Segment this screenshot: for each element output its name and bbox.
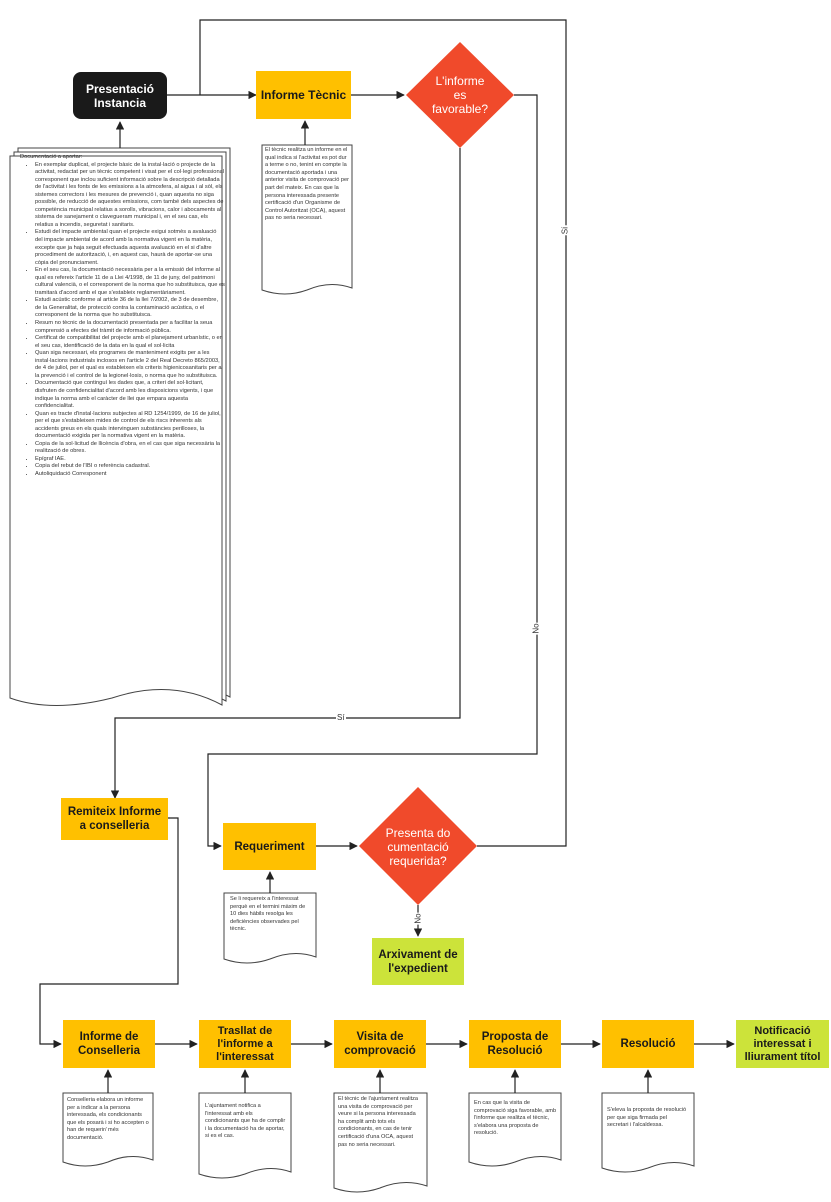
node-presenta-label[interactable]: Presenta documentació requerida? bbox=[385, 826, 451, 868]
document-item: • Quan siga necessari, els programes de manteniment exigits per a les instal·lacions industrials inclosos en l'article 2 del Real Decreto 865/2003, de 4 de juliol, per el qual es estableixen els criteris higienicosanitaris per a la prevenció i el control de la legionel·losis, o norma que ho substituisca. bbox=[35, 350, 225, 380]
document-item: • En exemplar duplicat, el projecte bàsic de la instal·lació o projecte de la activitat, redactat per un tècnic competent i visat per el col·legi professional corresponent que inclou suficient informació sobre la descripció detallada de l'activitat i les fonts de les emissions a la atmosfera, al aigua i al sòl, els sistemes correctors i les mesures de prevenció i, quan aquesta no siga possible, de reducció de aquestes emissions, com també dels aspectes de competència municipal relatius a sorolls, vibracions, calor i abocaments al sistema de sanejament o clavegueram municipal i, en el seu cas, els relatius a incendis, seguretat i sanitaris. bbox=[35, 162, 225, 230]
document-item: • Certificat de compatibilitat del projecte amb el planejament urbanístic, o en el seu cas, identificació de la data en la qual el sol·licita bbox=[35, 335, 225, 350]
document-item: • Estudi acústic conforme al article 36 de la llei 7/2002, de 3 de desembre, de la Generalitat, de protecció contra la contaminació acústica, o el corresponent de la norma que ho substituisca. bbox=[35, 297, 225, 320]
node-proposta[interactable]: Proposta de Resolució bbox=[469, 1020, 561, 1068]
edge-label-si-bottom: Sí bbox=[337, 713, 345, 722]
node-requeriment[interactable]: Requeriment bbox=[223, 823, 316, 870]
node-informe-tecnic[interactable]: Informe Tècnic bbox=[256, 71, 351, 119]
document-item: • Autoliquidació Corresponent bbox=[35, 471, 225, 479]
documents-heading: Documentació a aportar: bbox=[20, 154, 83, 160]
document-item: • Resum no tècnic de la documentació presentada per a facilitar la seua comprensió a efectes del tràmit de informació pública. bbox=[35, 320, 225, 335]
document-item: • Copia del rebut de l'IBI o referència cadastral. bbox=[35, 463, 225, 471]
note-proposta: En cas que la visita de comprovació siga favorable, amb l'informe que realitza el tècnic, s'elabora una proposta de resolució. bbox=[474, 1100, 557, 1137]
node-presentacio[interactable]: Presentació Instancia bbox=[73, 72, 167, 119]
node-notificacio[interactable]: Notificació interessat i lliurament títol bbox=[736, 1020, 829, 1068]
document-item: • Copia de la sol·licitud de llicència d'obra, en el cas que siga necessària la realització de obres. bbox=[35, 441, 225, 456]
note-visita: El tècnic de l'ajuntament realitza una visita de comprovació per veure si la persona interessada ha complit amb tots els condicionants, en cas de tenir certificació d'una OCA, aquest pas no seria necessari. bbox=[338, 1096, 419, 1148]
note-trasllat: L'ajuntament notifica a l'interessat amb els condicionants que ha de complir i la documentació ha de aportar, si es el cas. bbox=[205, 1103, 286, 1140]
note-tecnic: El tècnic realitza un informe en el qual indica si l'activitat es pot dur a terme o no, tenint en compte la documentació aportada i una anterior visita de comprovació per part del mateix. En cas que la persona interessada presente certificació d'un Organisme de Control Autoritzat (OCA), aquest pas no seria necessari. bbox=[265, 147, 349, 222]
note-resolucio: S'eleva la proposta de resolució per que siga firmada pel secretari i l'alcaldessa. bbox=[607, 1107, 687, 1129]
note-requeriment: Se li requereix a l'interessat perquè en el termini màxim de 10 dies hàbils resolga les deficiències observades pel tècnic. bbox=[230, 896, 306, 933]
document-item: • Quan es tracte d'instal·lacions subjectes al RD 1254/1999, de 16 de juliol, per el que s'estableixen mides de control de els riscs inherents als accidents greus en els quals intervinguen substàncies perilloses, la documentació exigida per la normativa vigent en la matèria. bbox=[35, 411, 225, 441]
document-item: • En el seu cas, la documentació necessària per a la emissió del informe al qual es refereix l'article 11 de a Llei 4/1998, de 11 de juny, del patrimoni cultural valencià, o el corresponent de la norma que ho substituisca, que es tramitarà d'acord amb el que s'estableix reglamentàriament. bbox=[35, 267, 225, 297]
document-item: • Documentació que continguí les dades que, a criteri del sol·licitant, disfruten de confidencialitat d'acord amb les disposicions vigents, i que indique la norma amb el caràcter de llei que empara aquesta confidencialitat. bbox=[35, 380, 225, 410]
document-item: • Epígraf IAE. bbox=[35, 456, 225, 464]
edge-label-si-right: Sí bbox=[560, 226, 570, 235]
node-trasllat[interactable]: Trasllat de l'informe a l'interessat bbox=[199, 1020, 291, 1068]
edge-label-no-down: No bbox=[413, 913, 423, 924]
node-informe-conselleria[interactable]: Informe de Conselleria bbox=[63, 1020, 155, 1068]
node-remiteix[interactable]: Remiteix Informe a conselleria bbox=[61, 798, 168, 840]
node-favorable-label[interactable]: L'informe es favorable? bbox=[431, 74, 489, 116]
node-arxivament[interactable]: Arxivament de l'expedient bbox=[372, 938, 464, 985]
document-item: • Estudi del impacte ambiental quan el projecte exigui sotmès a avaluació del impacte ambiental de acord amb la normativa vigent en la matèria, excepte que ja haja seguit efectuada aquesta avaluació en el si d'altre procediment de autorització, i, en aquest cas, haurà de aportar-se una còpia del pronunciament. bbox=[35, 229, 225, 267]
edge-label-no-right: No bbox=[531, 623, 541, 634]
note-conselleria: Conselleria elabora un informe per a indicar a la persona interessada, els condicionants que els posarà i si ho accepten o han de requerir/ més documentació. bbox=[67, 1097, 149, 1141]
documents-list bbox=[20, 154, 225, 638]
node-visita[interactable]: Visita de comprovació bbox=[334, 1020, 426, 1068]
node-resolucio[interactable]: Resolució bbox=[602, 1020, 694, 1068]
